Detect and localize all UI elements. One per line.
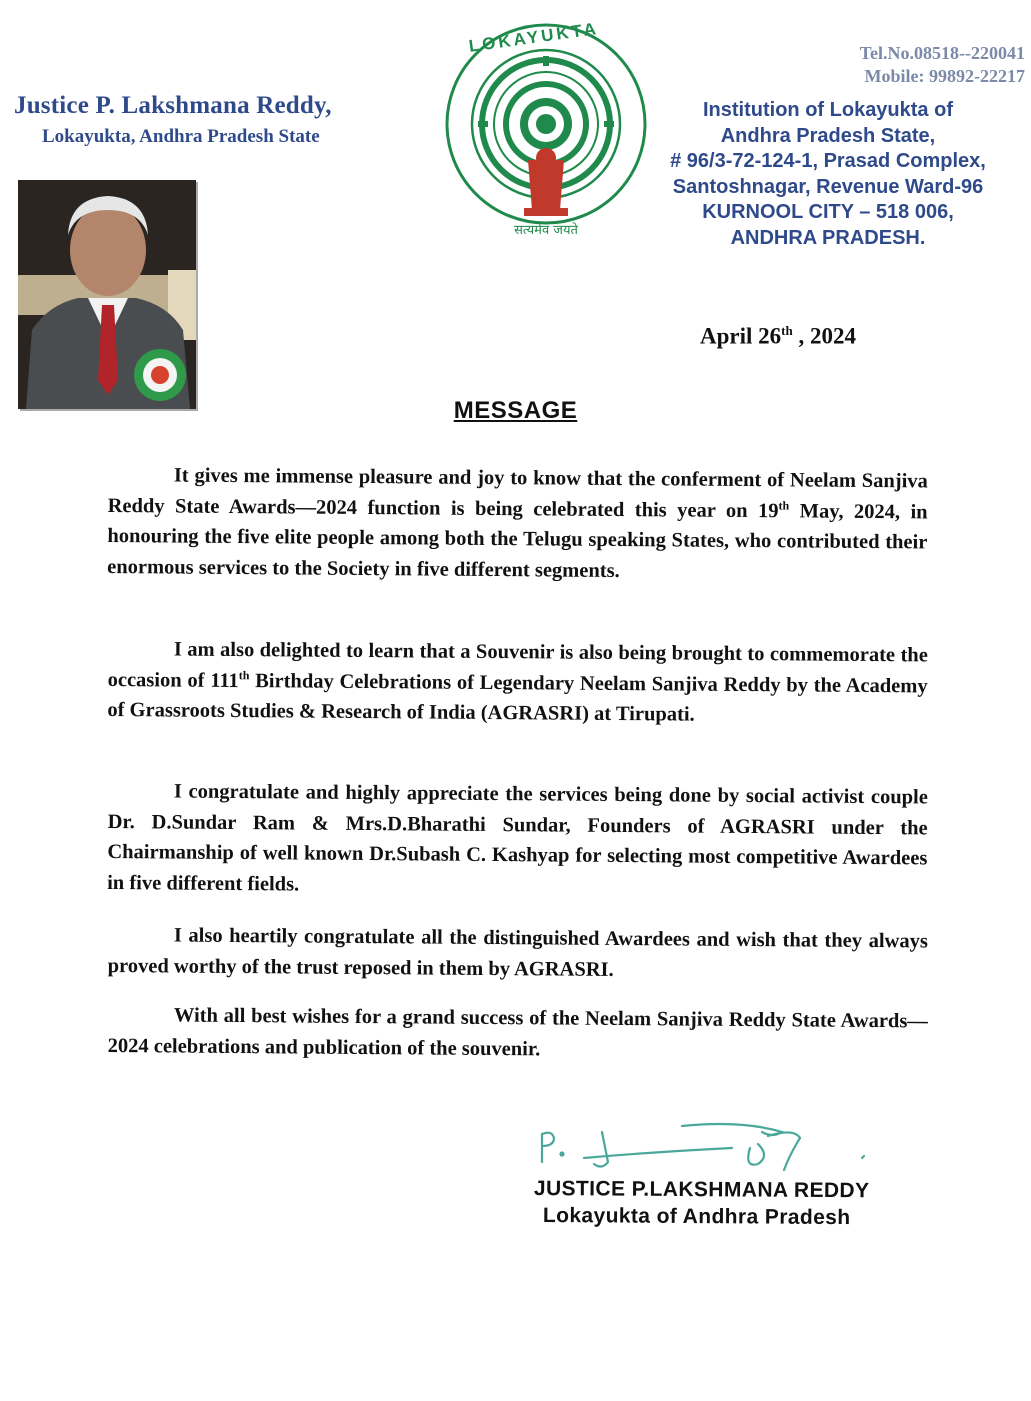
address-line: Andhra Pradesh State, — [720, 124, 936, 147]
seal-motto: सत्यमेव जयते — [514, 223, 578, 238]
message-paragraph-1 — [107, 460, 928, 588]
ordinal-suffix: th — [238, 667, 250, 682]
paragraph-text: I also heartily congratulate all the distinguished Awardees and wish that they always proved worthy of the trust reposed in them by AGRASRI. — [107, 924, 928, 981]
message-paragraph-5 — [108, 1000, 928, 1067]
letterhead-name: Justice P. Lakshmana Reddy, — [14, 92, 332, 119]
lokayukta-seal — [444, 20, 648, 242]
portrait-photo — [18, 180, 196, 409]
message-paragraph-3 — [107, 776, 928, 904]
date-day: April 26 — [700, 323, 782, 349]
seal-emblem-icon — [444, 20, 648, 242]
handwritten-signature — [532, 1118, 872, 1176]
telephone-number: Tel.No.08518--220041 — [859, 43, 1025, 63]
paragraph-text: May, 2024, in honouring the five elite people among both the Telugu speaking States, who contributed their enormous services to the Society in five different segments. — [107, 499, 928, 582]
paragraph-text: With all best wishes for a grand success of the Neelam Sanjiva Reddy State Awards—2024 celebrations and publication of the souvenir. — [107, 1004, 928, 1060]
page-title: MESSAGE — [453, 397, 578, 424]
signatory-name: JUSTICE P.LAKSHMANA REDDY — [533, 1177, 870, 1203]
ordinal-suffix: th — [778, 497, 790, 513]
date-year: , 2024 — [792, 323, 856, 349]
address-line: Institution of Lokayukta of — [703, 99, 953, 121]
portrait-image — [18, 180, 196, 409]
address-line: KURNOOL CITY – 518 006, — [702, 201, 954, 223]
paragraph-text: I am also delighted to learn that a Souvenir is also being brought to commemorate the occasion of 111 — [107, 638, 928, 692]
letterhead-designation: Lokayukta, Andhra Pradesh State — [42, 126, 320, 147]
address-line: ANDHRA PRADESH. — [730, 226, 926, 249]
seal-title: LOKAYUKTA — [467, 20, 600, 56]
address-line: # 96/3-72-124-1, Prasad Complex, — [670, 150, 986, 172]
paragraph-text: It gives me immense pleasure and joy to know that the conferment of Neelam Sanjiva Reddy State Awards—2024 function is being celebrated this year on 19 — [107, 464, 928, 522]
signatory-role: Lokayukta of Andhra Pradesh — [542, 1204, 851, 1230]
contact-block — [860, 42, 1025, 88]
paragraph-text: I congratulate and highly appreciate the services being done by social activist couple Dr. D.Sundar Ram & Mrs.D.Bharathi Sundar, Founders of AGRASRI under the Chairmanship of well known Dr.Subash C. Kashyap for selecting most competitive Awardees in five different fields. — [107, 780, 928, 896]
address-line: Santoshnagar, Revenue Ward-96 — [672, 175, 984, 198]
letter-date — [700, 323, 856, 350]
office-address — [648, 98, 1008, 251]
signature-icon — [532, 1118, 872, 1176]
date-suffix: th — [781, 323, 793, 338]
message-paragraph-4 — [108, 920, 928, 987]
paragraph-text: Birthday Celebrations of Legendary Neelam Sanjiva Reddy by the Academy of Grassroots Studies & Research of India (AGRASRI) at Tirupati. — [107, 669, 928, 726]
mobile-number: Mobile: 99892-22217 — [864, 66, 1025, 86]
message-paragraph-2 — [107, 634, 928, 732]
